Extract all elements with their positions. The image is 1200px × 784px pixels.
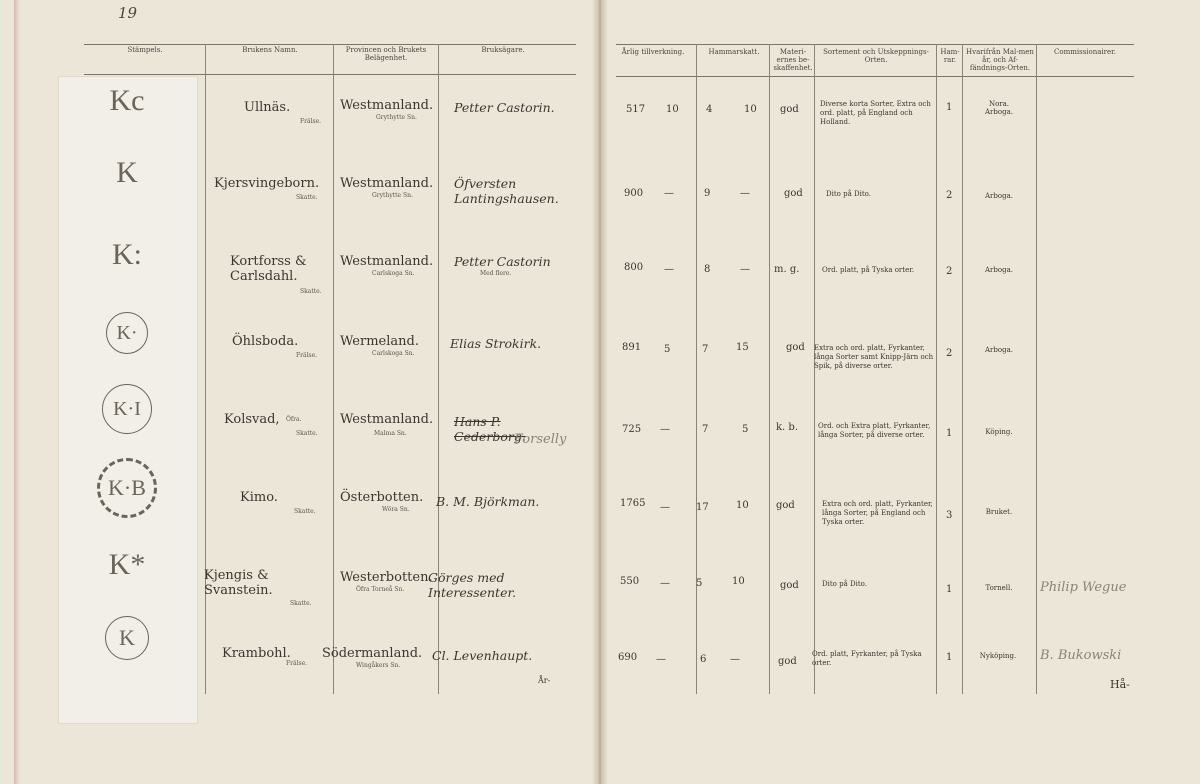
header-rule-top-right [616,44,1134,45]
owner-handwritten-correction: Forselly [514,432,567,447]
header-material: Materi-ernes be-skaffenhet. [773,48,813,72]
annual-output: 517 [626,104,646,115]
sortment: Extra och ord. platt, Fyrkanter, långa Sorter samt Knipp-Järn och Spik, på diverse orter. [814,344,934,370]
catchword-left: År- [538,676,551,685]
parish: Öfra Torneå Sn. [356,586,405,593]
shipping-town: Arboga. [985,346,1013,354]
parish: Carlskoga Sn. [372,270,415,277]
hammar-count: 2 [946,348,953,359]
owner: Elias Strokirk. [450,336,542,351]
hammer-value-1: — [660,578,670,589]
bruk-name: Ullnäs. [244,100,291,115]
sortment: Ord. platt, på Tyska orter. [822,266,915,274]
hammer-value-1: — [664,264,674,275]
stamp-mark: K·I [58,384,196,434]
hammer-value-1: — [660,424,670,435]
hammer-value-2: 17 [696,502,709,513]
material-quality: god [780,104,799,115]
bruk-tenure: Skatte. [294,508,316,515]
bruk-name: Kortforss & Carlsdahl. [230,254,307,284]
annual-output: 900 [624,188,644,199]
material-quality: god [776,500,795,511]
province: Westmanland. [340,98,434,113]
sortment: Diverse korta Sorter, Extra och ord. platt, på England och Holland. [820,100,931,126]
stamp-mark: Kc [109,84,145,117]
owner: Petter Castorin [454,254,551,269]
stamp-mark: K [58,616,196,660]
header-hammers: Hammarskatt. [708,48,760,56]
header-rule-top-left [84,44,576,45]
sortment: Dito på Dito. [822,580,867,588]
shipping-town: Bruket. [985,508,1013,516]
hammer-value-1: — [660,502,670,513]
hammer-value-2: 9 [704,188,711,199]
bruk-name: Kjengis & Svanstein. [204,568,273,598]
shipping-town: Tornell. [985,584,1013,592]
bruk-tenure: Frälse. [286,660,308,667]
bruk-name: Öhlsboda. [232,334,299,349]
hammar-count: 1 [946,584,953,595]
owner-note: Med flere. [480,270,512,277]
column-divider [1036,44,1037,694]
shipping-town: Arboga. [985,192,1013,200]
parish: Grythytte Sn. [376,114,417,121]
owner: Öfversten Lantingshausen. [454,176,559,206]
shipping-town: Arboga. [985,266,1013,274]
header-annual: Årlig tillverkning. [621,48,685,56]
hammer-value-2: 5 [696,578,703,589]
sortment: Ord. och Extra platt, Fyrkanter, långa Sorter, på diverse orter. [818,422,931,439]
hammer-value-3: 10 [732,576,745,587]
owner: Cl. Levenhaupt. [432,648,533,663]
parish: Carlskoga Sn. [372,350,415,357]
hammer-value-1: 5 [664,344,671,355]
sortment: Dito på Dito. [826,190,871,198]
parish: Wöra Sn. [382,506,410,513]
hammer-value-2: 4 [706,104,713,115]
hammer-value-3: — [740,264,750,275]
annual-output: 1765 [620,498,646,509]
owner: B. M. Björkman. [436,494,540,509]
hammer-value-2: 8 [704,264,711,275]
hammer-value-2: 7 [702,344,709,355]
owner: Petter Castorin. [454,100,555,115]
hammer-value-1: 10 [666,104,679,115]
header-rule-bottom-right [616,76,1134,77]
hammer-value-1: — [656,654,666,665]
province: Södermanland. [322,646,423,661]
bruk-name: Kimo. [240,490,278,505]
annual-output: 891 [622,342,642,353]
column-divider [333,44,334,694]
header-stampels: Stämpels. [127,46,163,54]
book-gutter [592,0,608,784]
header-commission: Commissionairer. [1054,48,1116,56]
column-divider [962,44,963,694]
hammer-value-2: 7 [702,424,709,435]
material-quality: god [786,342,805,353]
annual-output: 725 [622,424,642,435]
province: Westmanland. [340,176,434,191]
hammer-value-3: 5 [742,424,749,435]
hammer-value-3: 10 [736,500,749,511]
province: Westmanland. [340,412,434,427]
header-rule-bottom-left [84,74,576,75]
annual-output: 550 [620,576,640,587]
bruk-tenure: Skatte. [300,288,322,295]
header-bruk-name: Brukens Namn. [242,46,298,54]
header-hamrar: Ham-rar. [940,48,960,64]
owner: Hans P. Cederborg. [454,414,526,444]
stamp-mark: K·B [58,458,196,518]
hammer-value-2: 6 [700,654,707,665]
shipping-town: Nyköping. [979,652,1017,660]
hammar-count: 1 [946,428,953,439]
column-divider [696,44,697,694]
hammer-value-1: — [664,188,674,199]
hammar-count: 2 [946,190,953,201]
bruk-tenure: Skatte. [296,430,318,437]
page-number: 19 [118,4,138,22]
stamp-mark: K: [112,238,142,271]
column-divider [936,44,937,694]
material-quality: k. b. [776,422,798,433]
annual-output: 690 [618,652,638,663]
hammer-value-3: — [730,654,740,665]
stamp-mark: K· [58,312,196,354]
parish: Malma Sn. [374,430,407,437]
hammar-count: 2 [946,266,953,277]
header-from-where: Hvarifrån Mal-men år, och Af-fändnings-Orten. [966,48,1034,72]
bruk-tenure: Skatte. [296,194,318,201]
sortment: Extra och ord. platt, Fyrkanter, långa Sorter, på England och Tyska orter. [822,500,933,526]
shipping-town: Köping. [985,428,1013,436]
header-sortment: Sortement och Utskeppnings-Orten. [823,48,929,64]
header-province: Provincen och Brukets Belägenhet. [345,46,427,62]
stamp-mark: K* [108,548,146,581]
material-quality: god [780,580,799,591]
province: Wermeland. [340,334,419,349]
parish: Wingåkers Sn. [356,662,401,669]
owner: Görges med Interessenter. [428,570,517,600]
hammar-count: 3 [946,510,953,521]
shipping-town: Nora. Arboga. [985,100,1013,116]
material-quality: god [784,188,803,199]
hammar-count: 1 [946,102,953,113]
commission-handwritten: B. Bukowski [1040,648,1122,663]
parish: Grythytte Sn. [372,192,413,199]
bruk-name: Krambohl. [222,646,291,661]
bruk-name: Kolsvad, [224,412,280,427]
material-quality: m. g. [774,264,800,275]
column-divider [769,44,770,694]
bruk-tenure-extra: Öfra. [286,416,302,423]
bruk-tenure: Frälse. [300,118,322,125]
stamp-mark: K [116,156,138,189]
material-quality: god [778,656,797,667]
sortment: Ord. platt, Fyrkanter, på Tyska orter. [812,650,922,667]
catchword-right: Hå- [1110,678,1130,691]
commission-handwritten: Philip Wegue [1040,580,1127,595]
header-owner: Bruksägare. [481,46,525,54]
hammer-value-3: 10 [744,104,757,115]
province: Westerbotten. [340,570,433,585]
bruk-tenure: Skatte. [290,600,312,607]
hammer-value-3: — [740,188,750,199]
province: Westmanland. [340,254,434,269]
annual-output: 800 [624,262,644,273]
hammar-count: 1 [946,652,953,663]
bruk-tenure: Frälse. [296,352,318,359]
bruk-name: Kjersvingeborn. [214,176,320,191]
hammer-value-3: 15 [736,342,749,353]
province: Österbotten. [340,490,424,505]
